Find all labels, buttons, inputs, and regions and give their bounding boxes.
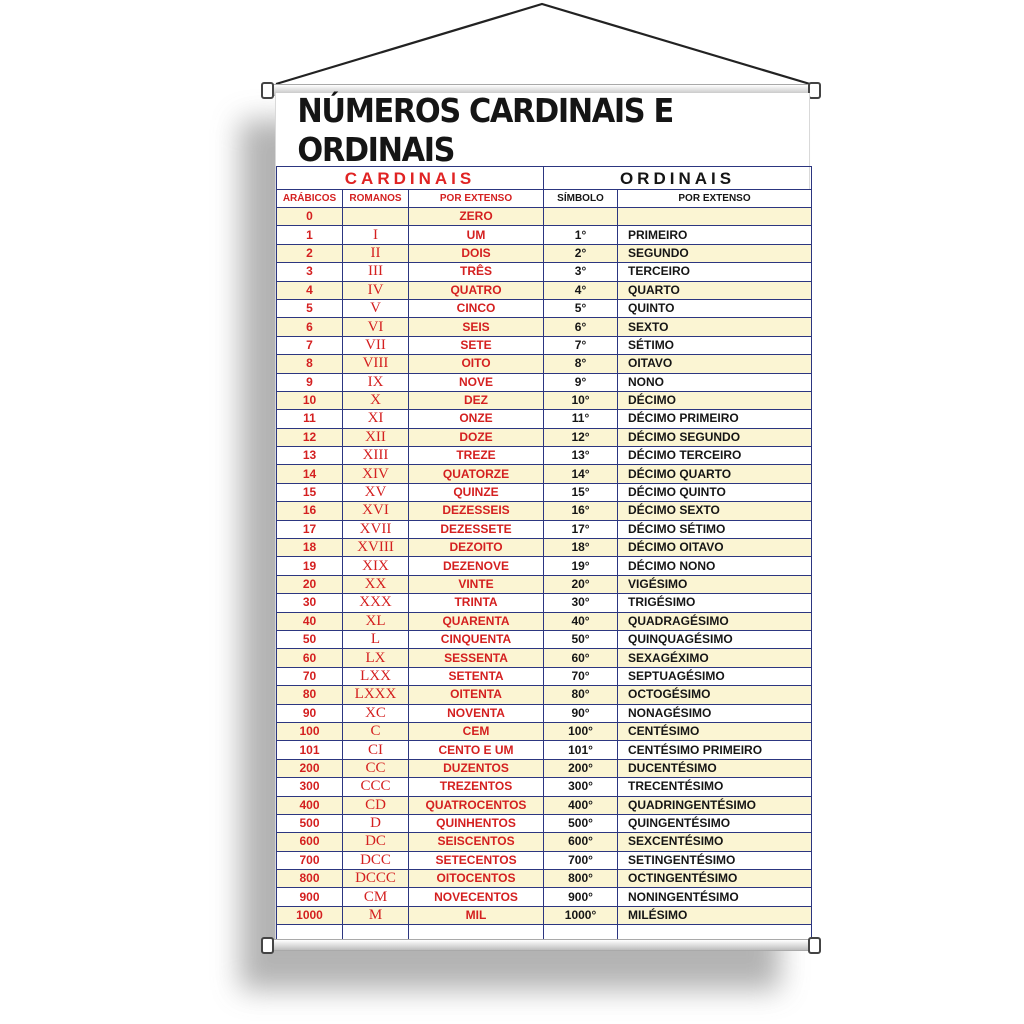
ordinal-word-cell: SEXCENTÉSIMO bbox=[618, 833, 812, 851]
arabic-cell: 11 bbox=[277, 410, 343, 428]
roman-cell: DC bbox=[343, 833, 409, 851]
roman-cell: XVIII bbox=[343, 539, 409, 557]
table-row bbox=[277, 336, 812, 354]
ordinal-word-cell: QUARTO bbox=[618, 281, 812, 299]
roman-cell: LX bbox=[343, 649, 409, 667]
arabic-cell: 13 bbox=[277, 447, 343, 465]
cardinal-word-cell: ONZE bbox=[409, 410, 544, 428]
table-row bbox=[277, 667, 812, 685]
table-row bbox=[277, 759, 812, 777]
ordinal-word-cell: QUADRAGÉSIMO bbox=[618, 612, 812, 630]
ordinal-symbol-cell: 90° bbox=[544, 704, 618, 722]
ordinal-symbol-cell: 14° bbox=[544, 465, 618, 483]
ordinal-word-cell: SEPTUAGÉSIMO bbox=[618, 667, 812, 685]
table-row bbox=[277, 814, 812, 832]
roman-cell: XIX bbox=[343, 557, 409, 575]
table-row bbox=[277, 208, 812, 226]
table-row bbox=[277, 318, 812, 336]
arabic-cell: 200 bbox=[277, 759, 343, 777]
ordinal-symbol-cell: 100° bbox=[544, 722, 618, 740]
cardinal-word-cell: VINTE bbox=[409, 575, 544, 593]
ordinal-word-cell: DÉCIMO bbox=[618, 391, 812, 409]
arabic-cell: 1 bbox=[277, 226, 343, 244]
roman-cell: XVII bbox=[343, 520, 409, 538]
arabic-cell: 30 bbox=[277, 594, 343, 612]
ordinal-symbol-cell bbox=[544, 208, 618, 226]
roman-cell: XC bbox=[343, 704, 409, 722]
roman-cell: C bbox=[343, 722, 409, 740]
ordinal-symbol-cell: 15° bbox=[544, 483, 618, 501]
arabic-cell: 900 bbox=[277, 888, 343, 906]
arabic-cell: 800 bbox=[277, 870, 343, 888]
table-row bbox=[277, 483, 812, 501]
table-row bbox=[277, 355, 812, 373]
ordinal-symbol-cell: 6° bbox=[544, 318, 618, 336]
roman-cell: XV bbox=[343, 483, 409, 501]
ordinal-symbol-cell: 40° bbox=[544, 612, 618, 630]
roman-cell: CI bbox=[343, 741, 409, 759]
cardinal-word-cell: OITOCENTOS bbox=[409, 870, 544, 888]
cardinal-word-cell: CENTO E UM bbox=[409, 741, 544, 759]
roman-cell: VII bbox=[343, 336, 409, 354]
cardinal-word-cell: QUARENTA bbox=[409, 612, 544, 630]
arabic-cell: 50 bbox=[277, 630, 343, 648]
cardinal-word-cell: DEZESSETE bbox=[409, 520, 544, 538]
ordinal-word-cell: TRIGÉSIMO bbox=[618, 594, 812, 612]
cardinal-word-cell: SEISCENTOS bbox=[409, 833, 544, 851]
arabic-cell: 101 bbox=[277, 741, 343, 759]
cardinal-word-cell: SESSENTA bbox=[409, 649, 544, 667]
ordinal-symbol-cell: 10° bbox=[544, 391, 618, 409]
cardinal-word-cell: OITO bbox=[409, 355, 544, 373]
ordinal-symbol-cell: 70° bbox=[544, 667, 618, 685]
arabic-cell: 8 bbox=[277, 355, 343, 373]
column-header-row bbox=[277, 190, 812, 208]
header-por-extenso-ordinal: POR EXTENSO bbox=[618, 190, 812, 208]
ordinal-symbol-cell: 101° bbox=[544, 741, 618, 759]
arabic-cell: 3 bbox=[277, 263, 343, 281]
table-row bbox=[277, 704, 812, 722]
table-row bbox=[277, 888, 812, 906]
roman-cell: X bbox=[343, 391, 409, 409]
ordinal-word-cell: CENTÉSIMO PRIMEIRO bbox=[618, 741, 812, 759]
cardinal-word-cell: DOZE bbox=[409, 428, 544, 446]
table-row bbox=[277, 851, 812, 869]
roman-cell: XVI bbox=[343, 502, 409, 520]
roman-cell: I bbox=[343, 226, 409, 244]
table-row bbox=[277, 281, 812, 299]
arabic-cell: 400 bbox=[277, 796, 343, 814]
banner bbox=[275, 90, 810, 940]
ordinal-word-cell: DÉCIMO SEGUNDO bbox=[618, 428, 812, 446]
ordinal-symbol-cell: 4° bbox=[544, 281, 618, 299]
cardinal-word-cell: NOVENTA bbox=[409, 704, 544, 722]
ordinal-symbol-cell: 50° bbox=[544, 630, 618, 648]
ordinal-word-cell: QUINQUAGÉSIMO bbox=[618, 630, 812, 648]
cardinal-word-cell: TRINTA bbox=[409, 594, 544, 612]
arabic-cell: 0 bbox=[277, 208, 343, 226]
cardinal-word-cell: QUATROCENTOS bbox=[409, 796, 544, 814]
table-row bbox=[277, 263, 812, 281]
ordinal-word-cell: DÉCIMO TERCEIRO bbox=[618, 447, 812, 465]
banner-title: NÚMEROS CARDINAIS E ORDINAIS bbox=[297, 90, 673, 169]
arabic-cell: 16 bbox=[277, 502, 343, 520]
roman-cell: L bbox=[343, 630, 409, 648]
table-row bbox=[277, 778, 812, 796]
cardinal-word-cell: DEZENOVE bbox=[409, 557, 544, 575]
table-row bbox=[277, 520, 812, 538]
roman-cell: LXXX bbox=[343, 686, 409, 704]
header-por-extenso-cardinal: POR EXTENSO bbox=[409, 190, 544, 208]
cardinal-word-cell: CINQUENTA bbox=[409, 630, 544, 648]
ordinal-symbol-cell: 700° bbox=[544, 851, 618, 869]
ordinal-word-cell: DÉCIMO QUINTO bbox=[618, 483, 812, 501]
roman-cell: III bbox=[343, 263, 409, 281]
table-row bbox=[277, 906, 812, 924]
cardinal-word-cell: SEIS bbox=[409, 318, 544, 336]
ordinal-word-cell: OCTOGÉSIMO bbox=[618, 686, 812, 704]
arabic-cell: 60 bbox=[277, 649, 343, 667]
cardinal-word-cell: CINCO bbox=[409, 299, 544, 317]
arabic-cell: 19 bbox=[277, 557, 343, 575]
roman-cell: VI bbox=[343, 318, 409, 336]
ordinal-symbol-cell: 30° bbox=[544, 594, 618, 612]
roman-cell: XII bbox=[343, 428, 409, 446]
header-arabicos: ARÁBICOS bbox=[277, 190, 343, 208]
roman-cell: CD bbox=[343, 796, 409, 814]
ordinal-word-cell: DÉCIMO NONO bbox=[618, 557, 812, 575]
ordinal-word-cell: DÉCIMO PRIMEIRO bbox=[618, 410, 812, 428]
cardinal-word-cell: ZERO bbox=[409, 208, 544, 226]
table-row bbox=[277, 796, 812, 814]
roman-cell: IX bbox=[343, 373, 409, 391]
numbers-table bbox=[276, 166, 812, 944]
table-row bbox=[277, 502, 812, 520]
cardinal-word-cell: UM bbox=[409, 226, 544, 244]
roman-cell: M bbox=[343, 906, 409, 924]
bottom-left-rod-cap bbox=[261, 937, 274, 954]
cardinal-word-cell: SETENTA bbox=[409, 667, 544, 685]
bottom-rod bbox=[266, 939, 820, 951]
ordinal-word-cell: SETINGENTÉSIMO bbox=[618, 851, 812, 869]
cardinal-word-cell: MIL bbox=[409, 906, 544, 924]
cardinal-word-cell: TREZE bbox=[409, 447, 544, 465]
roman-cell bbox=[343, 208, 409, 226]
ordinal-symbol-cell: 500° bbox=[544, 814, 618, 832]
cardinal-word-cell: CEM bbox=[409, 722, 544, 740]
ordinal-word-cell: DUCENTÉSIMO bbox=[618, 759, 812, 777]
table-row bbox=[277, 612, 812, 630]
ordinal-symbol-cell: 20° bbox=[544, 575, 618, 593]
arabic-cell: 10 bbox=[277, 391, 343, 409]
roman-cell: XL bbox=[343, 612, 409, 630]
roman-cell: XX bbox=[343, 575, 409, 593]
table-row bbox=[277, 557, 812, 575]
arabic-cell: 7 bbox=[277, 336, 343, 354]
ordinal-symbol-cell: 12° bbox=[544, 428, 618, 446]
ordinal-word-cell: TRECENTÉSIMO bbox=[618, 778, 812, 796]
roman-cell: LXX bbox=[343, 667, 409, 685]
cardinal-word-cell: DEZESSEIS bbox=[409, 502, 544, 520]
ordinal-symbol-cell: 300° bbox=[544, 778, 618, 796]
roman-cell: D bbox=[343, 814, 409, 832]
ordinal-symbol-cell: 200° bbox=[544, 759, 618, 777]
table-row bbox=[277, 373, 812, 391]
table-row bbox=[277, 391, 812, 409]
roman-cell: CC bbox=[343, 759, 409, 777]
cardinal-word-cell: QUATRO bbox=[409, 281, 544, 299]
ordinal-word-cell: OCTINGENTÉSIMO bbox=[618, 870, 812, 888]
ordinal-word-cell: SEXTO bbox=[618, 318, 812, 336]
table-row bbox=[277, 630, 812, 648]
ordinal-symbol-cell: 900° bbox=[544, 888, 618, 906]
cardinal-word-cell: QUINZE bbox=[409, 483, 544, 501]
ordinal-word-cell: PRIMEIRO bbox=[618, 226, 812, 244]
arabic-cell: 14 bbox=[277, 465, 343, 483]
table-row bbox=[277, 833, 812, 851]
table-row bbox=[277, 465, 812, 483]
arabic-cell: 2 bbox=[277, 244, 343, 262]
bottom-right-rod-cap bbox=[808, 937, 821, 954]
cardinal-word-cell: TRÊS bbox=[409, 263, 544, 281]
roman-cell: XIV bbox=[343, 465, 409, 483]
ordinal-symbol-cell: 11° bbox=[544, 410, 618, 428]
ordinal-symbol-cell: 2° bbox=[544, 244, 618, 262]
roman-cell: CM bbox=[343, 888, 409, 906]
cardinal-word-cell: QUATORZE bbox=[409, 465, 544, 483]
ordinal-symbol-cell: 7° bbox=[544, 336, 618, 354]
table-row bbox=[277, 649, 812, 667]
table-row bbox=[277, 722, 812, 740]
ordinal-word-cell bbox=[618, 208, 812, 226]
ordinal-symbol-cell: 1° bbox=[544, 226, 618, 244]
ordinal-symbol-cell: 80° bbox=[544, 686, 618, 704]
table-row bbox=[277, 575, 812, 593]
cardinal-word-cell: DEZOITO bbox=[409, 539, 544, 557]
arabic-cell: 100 bbox=[277, 722, 343, 740]
arabic-cell: 15 bbox=[277, 483, 343, 501]
cardinal-word-cell: DEZ bbox=[409, 391, 544, 409]
table-row bbox=[277, 428, 812, 446]
ordinal-word-cell: QUADRINGENTÉSIMO bbox=[618, 796, 812, 814]
ordinal-word-cell: SÉTIMO bbox=[618, 336, 812, 354]
cardinal-word-cell: DUZENTOS bbox=[409, 759, 544, 777]
ordinal-word-cell: NONO bbox=[618, 373, 812, 391]
table-row bbox=[277, 447, 812, 465]
arabic-cell: 17 bbox=[277, 520, 343, 538]
arabic-cell: 600 bbox=[277, 833, 343, 851]
ordinal-word-cell: MILÉSIMO bbox=[618, 906, 812, 924]
section-cardinais: CARDINAIS bbox=[277, 167, 544, 190]
ordinal-symbol-cell: 19° bbox=[544, 557, 618, 575]
table-row bbox=[277, 410, 812, 428]
arabic-cell: 80 bbox=[277, 686, 343, 704]
roman-cell: XI bbox=[343, 410, 409, 428]
table-row bbox=[277, 870, 812, 888]
roman-cell: XXX bbox=[343, 594, 409, 612]
cardinal-word-cell: QUINHENTOS bbox=[409, 814, 544, 832]
ordinal-symbol-cell: 1000° bbox=[544, 906, 618, 924]
ordinal-word-cell: QUINGENTÉSIMO bbox=[618, 814, 812, 832]
ordinal-word-cell: DÉCIMO SEXTO bbox=[618, 502, 812, 520]
arabic-cell: 9 bbox=[277, 373, 343, 391]
roman-cell: VIII bbox=[343, 355, 409, 373]
section-ordinais: ORDINAIS bbox=[544, 167, 812, 190]
cardinal-word-cell: SETECENTOS bbox=[409, 851, 544, 869]
arabic-cell: 90 bbox=[277, 704, 343, 722]
ordinal-word-cell: VIGÉSIMO bbox=[618, 575, 812, 593]
ordinal-word-cell: DÉCIMO SÉTIMO bbox=[618, 520, 812, 538]
ordinal-symbol-cell: 13° bbox=[544, 447, 618, 465]
arabic-cell: 4 bbox=[277, 281, 343, 299]
ordinal-symbol-cell: 9° bbox=[544, 373, 618, 391]
arabic-cell: 5 bbox=[277, 299, 343, 317]
roman-cell: CCC bbox=[343, 778, 409, 796]
arabic-cell: 500 bbox=[277, 814, 343, 832]
ordinal-word-cell: QUINTO bbox=[618, 299, 812, 317]
ordinal-word-cell: TERCEIRO bbox=[618, 263, 812, 281]
cardinal-word-cell: NOVE bbox=[409, 373, 544, 391]
arabic-cell: 1000 bbox=[277, 906, 343, 924]
ordinal-symbol-cell: 5° bbox=[544, 299, 618, 317]
arabic-cell: 700 bbox=[277, 851, 343, 869]
section-header-row bbox=[277, 167, 812, 190]
roman-cell: XIII bbox=[343, 447, 409, 465]
cardinal-word-cell: DOIS bbox=[409, 244, 544, 262]
roman-cell: DCCC bbox=[343, 870, 409, 888]
table-row bbox=[277, 299, 812, 317]
header-simbolo: SÍMBOLO bbox=[544, 190, 618, 208]
ordinal-word-cell: NONAGÉSIMO bbox=[618, 704, 812, 722]
ordinal-word-cell: DÉCIMO OITAVO bbox=[618, 539, 812, 557]
ordinal-word-cell: DÉCIMO QUARTO bbox=[618, 465, 812, 483]
header-romanos: ROMANOS bbox=[343, 190, 409, 208]
cardinal-word-cell: SETE bbox=[409, 336, 544, 354]
table-row bbox=[277, 539, 812, 557]
ordinal-symbol-cell: 60° bbox=[544, 649, 618, 667]
top-left-rod-cap bbox=[261, 82, 274, 99]
ordinal-word-cell: SEGUNDO bbox=[618, 244, 812, 262]
roman-cell: DCC bbox=[343, 851, 409, 869]
arabic-cell: 6 bbox=[277, 318, 343, 336]
roman-cell: IV bbox=[343, 281, 409, 299]
arabic-cell: 70 bbox=[277, 667, 343, 685]
cardinal-word-cell: NOVECENTOS bbox=[409, 888, 544, 906]
ordinal-symbol-cell: 800° bbox=[544, 870, 618, 888]
arabic-cell: 40 bbox=[277, 612, 343, 630]
arabic-cell: 300 bbox=[277, 778, 343, 796]
ordinal-symbol-cell: 400° bbox=[544, 796, 618, 814]
ordinal-symbol-cell: 600° bbox=[544, 833, 618, 851]
table-row bbox=[277, 244, 812, 262]
ordinal-symbol-cell: 16° bbox=[544, 502, 618, 520]
table-row bbox=[277, 686, 812, 704]
ordinal-symbol-cell: 8° bbox=[544, 355, 618, 373]
cardinal-word-cell: TREZENTOS bbox=[409, 778, 544, 796]
table-row bbox=[277, 226, 812, 244]
arabic-cell: 20 bbox=[277, 575, 343, 593]
table-row bbox=[277, 594, 812, 612]
ordinal-symbol-cell: 18° bbox=[544, 539, 618, 557]
arabic-cell: 12 bbox=[277, 428, 343, 446]
ordinal-symbol-cell: 17° bbox=[544, 520, 618, 538]
ordinal-word-cell: CENTÉSIMO bbox=[618, 722, 812, 740]
ordinal-symbol-cell: 3° bbox=[544, 263, 618, 281]
roman-cell: V bbox=[343, 299, 409, 317]
ordinal-word-cell: SEXAGÉXIMO bbox=[618, 649, 812, 667]
ordinal-word-cell: OITAVO bbox=[618, 355, 812, 373]
table-row bbox=[277, 741, 812, 759]
arabic-cell: 18 bbox=[277, 539, 343, 557]
cardinal-word-cell: OITENTA bbox=[409, 686, 544, 704]
ordinal-word-cell: NONINGENTÉSIMO bbox=[618, 888, 812, 906]
roman-cell: II bbox=[343, 244, 409, 262]
